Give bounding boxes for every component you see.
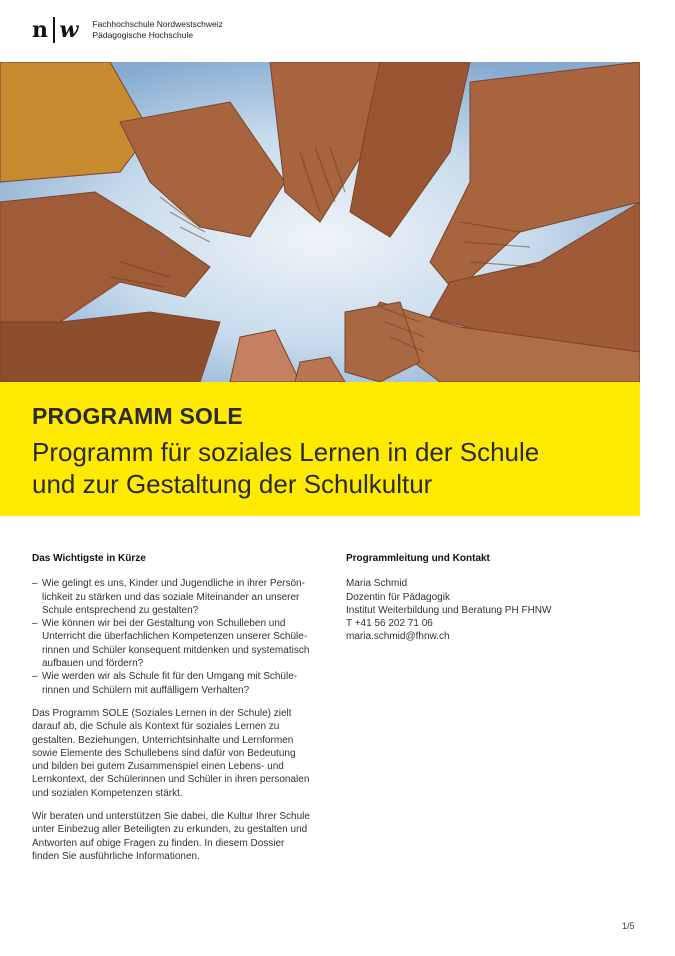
paragraph-line: gestalten. Beziehungen, Unterrichtsinhalte und Lernformen — [32, 734, 294, 746]
contact-role: Dozentin für Pädagogik — [346, 591, 450, 603]
paragraph-line: sowie Elemente des Schullebens sind dafür von Bedeutung — [32, 747, 296, 759]
list-item-line: rinnen und Schüler konsequent mitdenken und systematisch — [42, 644, 310, 656]
support-paragraph — [32, 810, 327, 863]
list-item-line: – Wie werden wir als Schule fit für den Umgang mit Schüle- — [42, 671, 298, 683]
page-header — [32, 15, 223, 45]
list-item — [32, 670, 327, 697]
logo-letter-w: w — [59, 17, 79, 43]
subtitle-line-2: und zur Gestaltung der Schulkultur — [32, 469, 433, 499]
intro-paragraph — [32, 707, 327, 800]
contact-heading: Programmleitung und Kontakt — [346, 553, 490, 564]
paragraph-line: unter Einbezug aller Beteiligten zu erkunden, zu gestalten und — [32, 824, 308, 836]
paragraph-line: darauf ab, die Schule als Kontext für soziales Lernen zu — [32, 721, 280, 733]
summary-heading: Das Wichtigste in Kürze — [32, 553, 146, 564]
logo-divider — [53, 17, 55, 43]
contact-column — [346, 552, 616, 644]
paragraph-line: Wir beraten und unterstützen Sie dabei, die Kultur Ihrer Schule — [32, 811, 310, 823]
contact-email-link[interactable]: maria.schmid@fhnw.ch — [346, 631, 450, 643]
contact-institute: Institut Weiterbildung und Beratung PH FHNW — [346, 604, 552, 616]
list-item-line: aufbauen und fördern? — [42, 658, 144, 670]
fhnw-logo — [32, 15, 78, 45]
list-item-line: – Wie gelingt es uns, Kinder und Jugendliche in ihrer Persön- — [42, 578, 305, 590]
title-banner — [0, 382, 640, 516]
list-item — [32, 577, 327, 617]
contact-name: Maria Schmid — [346, 578, 408, 590]
list-item-line: Unterricht die überfachlichen Kompetenzen unserer Schüle- — [42, 631, 308, 643]
summary-column — [32, 552, 327, 873]
paragraph-line: Lernkontext, der Schülerinnen und Schüler in ihren personalen — [32, 774, 310, 786]
subtitle-line-1: Programm für soziales Lernen in der Schule — [32, 437, 540, 467]
paragraph-line: finden Sie ausführliche Informationen. — [32, 850, 200, 862]
hero-image-hands — [0, 62, 640, 382]
contact-phone[interactable]: T +41 56 202 71 06 — [346, 618, 433, 630]
logo-letter-n: n — [32, 17, 48, 43]
page-number: 1/5 — [622, 921, 635, 931]
page-title: PROGRAMM SOLE — [32, 403, 243, 429]
list-item-line: Schule entsprechend zu gestalten? — [42, 604, 199, 616]
hands-circle-illustration — [0, 62, 640, 382]
list-item-line: rinnen und Schülern mit auffälligem Verhalten? — [42, 684, 250, 696]
institution-name — [92, 19, 222, 41]
list-item-line: – Wie können wir bei der Gestaltung von Schulleben und — [42, 618, 286, 630]
institution-line-1: Fachhochschule Nordwestschweiz — [92, 19, 223, 29]
page-subtitle — [32, 436, 608, 500]
list-item-line: lichkeit zu stärken und das soziale Miteinander an unserer — [42, 591, 300, 603]
paragraph-line: und sozialen Kompetenzen stärkt. — [32, 787, 183, 799]
paragraph-line: Antworten auf obige Fragen zu finden. In diesem Dossier — [32, 837, 285, 849]
paragraph-line: Das Programm SOLE (Soziales Lernen in der Schule) zielt — [32, 707, 292, 719]
paragraph-line: und bilden bei gutem Zusammenspiel einen Lebens- und — [32, 761, 284, 773]
question-list — [32, 577, 327, 697]
institution-line-2: Pädagogische Hochschule — [92, 30, 194, 40]
list-item — [32, 617, 327, 670]
